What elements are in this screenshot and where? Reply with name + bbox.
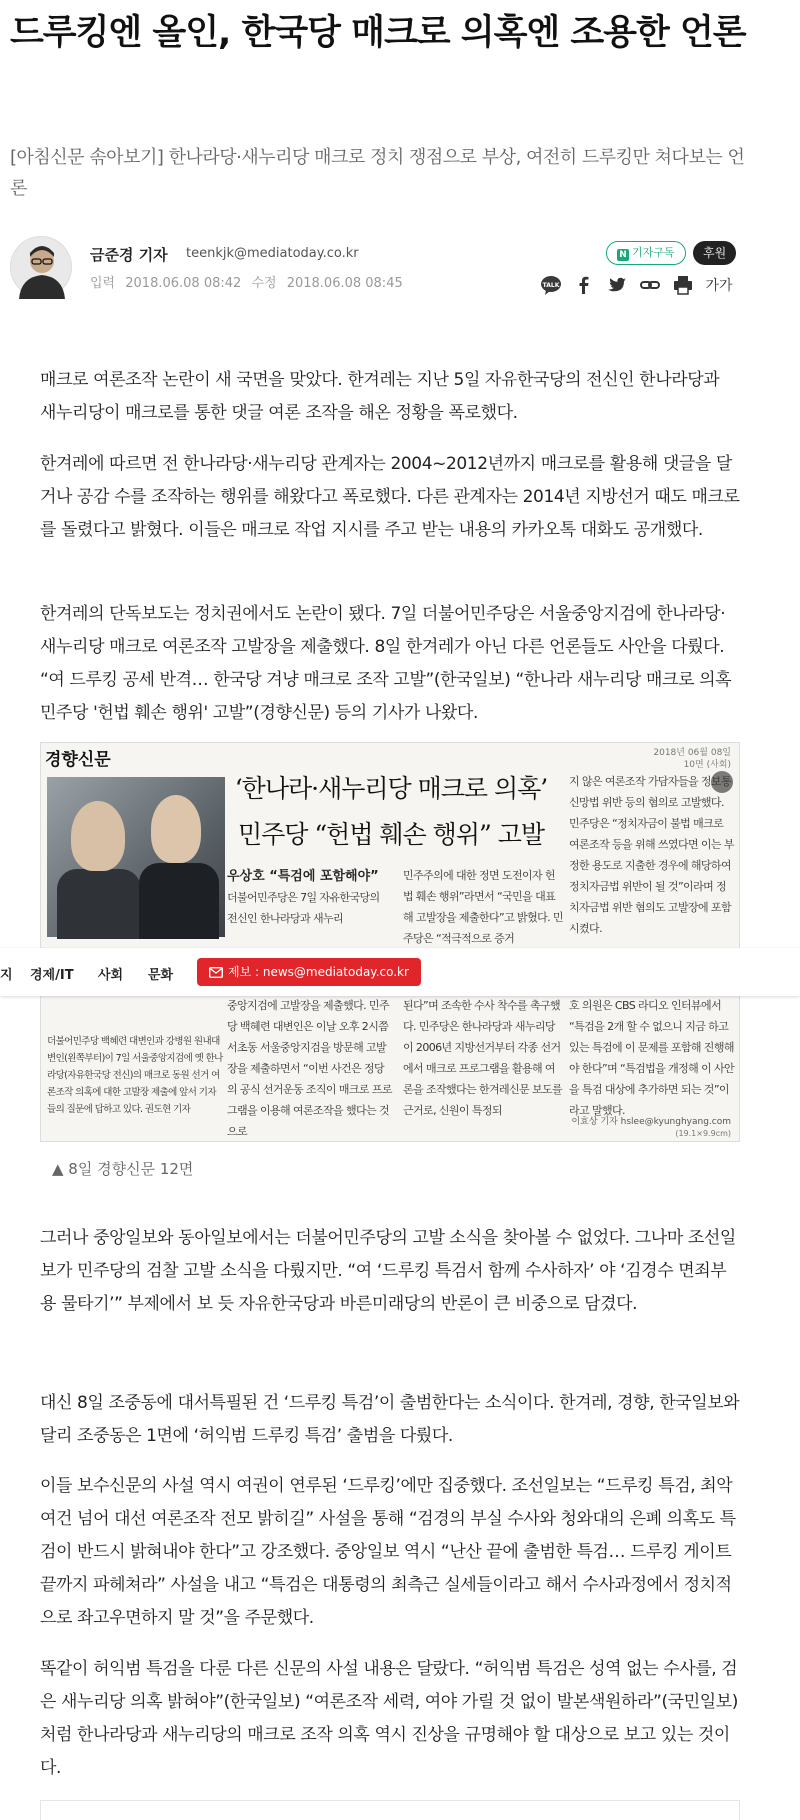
author-name[interactable]: 금준경 기자 — [90, 246, 168, 264]
modify-time: 2018.06.08 08:45 — [286, 276, 403, 291]
clipping-date — [653, 747, 731, 771]
clipping-date-text: 2018년 06월 08일 — [653, 748, 731, 758]
sticky-section-nav — [0, 948, 800, 996]
clipping-column: 호 의원은 CBS 라디오 인터뷰에서 “특검을 2개 할 수 없으니 지금 하고 있는 특검에 이 문제를 포함해 진행해야 한다”며 “특검법을 개정해 이 사안을 특검 대상에 추가하면 되는 것”이라고 말했다. — [569, 999, 735, 1117]
article-paragraph: 한겨레의 단독보도는 정치권에서도 논란이 됐다. 7일 더불어민주당은 서울중앙지검에 한나라당·새누리당 매크로 여론조작 고발장을 제출했다. 8일 한겨레가 아닌 다른 언론들도 사안을 다뤘다. “여 드루킹 공세 반격… 한국당 겨냥 매크로 조작 고발”(한국일보) “한나라 새누리당 매크로 의혹 민주당 '헌법 훼손 행위' 고발”(경향신문) 등의 기사가 나왔다. — [40, 604, 732, 723]
article-paragraph: 똑같이 허익범 특검을 다룬 다른 신문의 사설 내용은 달랐다. “허익범 특검은 성역 없는 수사를, 검은 새누리당 의혹 밝혀야”(한국일보) “여론조작 세력, 여야 가릴 것 없이 발본색원하라”(국민일보)처럼 한나라당과 새누리당의 매크로 조작 의혹 역시 진상을 규명해야 할 대상으로 보고 있는 것이다. — [40, 1659, 739, 1778]
input-label: 입력 — [90, 276, 116, 291]
clipping-paper-name: 경향신문 — [45, 750, 111, 770]
article-paragraph: 매크로 여론조작 논란이 새 국면을 맞았다. 한겨레는 지난 5일 자유한국당의 전신인 한나라당과 새누리당이 매크로를 통한 댓글 여론 조작을 해온 정황을 폭로했다. — [40, 370, 720, 423]
support-button[interactable]: 후원 — [693, 241, 736, 265]
nav-item-culture[interactable]: 문화 — [148, 968, 174, 983]
modify-label: 수정 — [251, 276, 277, 291]
clipping-title-line1: ‘한나라·새누리당 매크로 의혹’ — [234, 774, 548, 803]
article-paragraph: 한겨레에 따르면 전 한나라당·새누리당 관계자는 2004~2012년까지 매크로를 활용해 댓글을 달거나 공감 수를 조작하는 행위를 해왔다고 폭로했다. 다른 관계자는 2014년 지방선거 때도 매크로를 돌렸다고 밝혔다. 이들은 매크로 작업 지시를 주고 받는 내용의 카카오톡 대화도 공개했다. — [40, 454, 740, 540]
nav-item-partial[interactable]: 지 — [0, 968, 13, 983]
naver-n-icon: N — [617, 249, 629, 261]
article-subheadline: [아침신문 솎아보기] 한나라당·새누리당 매크로 정치 쟁점으로 부상, 여전히 드루킹만 쳐다보는 언론 — [10, 147, 745, 199]
newspaper-clipping-image — [40, 742, 740, 1142]
clipping-page-text: 10면 (사회) — [683, 760, 731, 770]
article-paragraph: 이들 보수신문의 사설 역시 여권이 연루된 ‘드루킹’에만 집중했다. 조선일보는 “드루킹 특검, 최악 여건 넘어 대선 여론조작 전모 밝히길” 사설을 통해 “검경의 부실 수사와 청와대의 은폐 의혹도 특검이 반드시 밝혀내야 한다”고 강조했다. 중앙일보 역시 “난산 끝에 출범한 특검… 드루킹 게이트 끝까지 파헤쳐라” 사설을 내고 “특검은 대통령의 최측근 실세들이라고 해서 수사과정에서 정치적으로 좌고우면하지 말 것”을 주문했다. — [40, 1476, 736, 1628]
svg-text:TALK: TALK — [542, 282, 560, 289]
related-box-edge — [40, 1800, 740, 1820]
share-bar — [540, 272, 733, 298]
nav-item-society[interactable]: 사회 — [98, 968, 124, 983]
kakaotalk-icon[interactable] — [540, 274, 562, 296]
clipping-column: 된다”며 조속한 수사 착수를 촉구했다. 민주당은 한나라당과 새누리당이 2006년 지방선거부터 각종 선거에서 매크로 프로그램을 활용해 여론을 조작했다는 한겨레신문 보도를 근거로, 신원이 특정되 — [403, 999, 563, 1117]
subscribe-label: 기자구독 — [632, 246, 675, 259]
clipping-title-line2: 민주당 “헌법 훼손 행위” 고발 — [238, 820, 544, 849]
nav-item-economy-it[interactable]: 경제/IT — [30, 968, 74, 983]
article-paragraph: 그러나 중앙일보와 동아일보에서는 더불어민주당의 고발 소식을 찾아볼 수 없었다. 그나마 조선일보가 민주당의 검찰 고발 소식을 다뤘지만. “여 ‘드루킹 특검서 함께 수사하자’ 야 ‘김경수 면죄부용 물타기’” 부제에서 보 듯 자유한국당과 바른미래당의 반론이 큰 비중으로 담겼다. — [40, 1228, 736, 1314]
link-icon[interactable] — [639, 274, 661, 296]
clipping-column: 지 않은 여론조작 가담자들을 정보통신망법 위반 등의 혐의로 고발했다. 민주당은 “정치자금이 불법 매크로 여론조작 등을 위해 쓰였다면 이는 부정한 용도로 지출한 경우에 해당하여 정치자금법 위반이 될 것”이라며 정치자금법 위반 혐의도 고발장에 포함시켰다. — [569, 775, 734, 935]
news-tip-button[interactable] — [197, 958, 421, 986]
clipping-photo-caption: 더불어민주당 백혜련 대변인과 강병원 원내대변인(왼쪽부터)이 7일 서울중앙지검에 옛 한나라당(자유한국당 전신)의 매크로 동원 선거 여론조작 의혹에 대한 고발장 제출에 앞서 기자들의 질문에 답하고 있다. 권도현 기자 — [47, 1036, 223, 1115]
byline — [10, 236, 740, 300]
clipping-column: 중앙지검에 고발장을 제출했다. 민주당 백혜련 대변인은 이날 오후 2시쯤 서초동 서울중앙지검을 방문해 고발장을 제출하면서 “이번 사건은 정당의 공식 선거운동 조직이 매크로 프로그램을 이용해 여론조작을 했다는 것으로 — [227, 999, 392, 1138]
font-size-icon[interactable]: 가가 — [705, 278, 733, 294]
article-paragraph: 대신 8일 조중동에 대서특필된 건 ‘드루킹 특검’이 출범한다는 소식이다. 한겨레, 경향, 한국일보와 달리 조중동은 1면에 ‘허익범 드루킹 특검’ 출범을 다뤘다. — [40, 1393, 740, 1446]
clipping-photo — [47, 777, 225, 937]
print-icon[interactable] — [672, 274, 694, 296]
article-headline: 드루킹엔 올인, 한국당 매크로 의혹엔 조용한 언론 — [10, 13, 746, 53]
author-email[interactable]: teenkjk@mediatoday.co.kr — [186, 246, 359, 261]
publish-dates — [90, 272, 409, 291]
clipping-column: 민주주의에 대한 정면 도전이자 헌법 훼손 행위”라면서 “국민을 대표해 고발장을 제출한다”고 밝혔다. 민주당은 “적극적으로 증거 — [403, 869, 563, 945]
clipping-scale: (19.1×9.9cm) — [675, 1129, 731, 1138]
clipping-reporter: 이효상 기자 hslee@kyunghyang.com — [571, 1117, 731, 1127]
twitter-icon[interactable] — [606, 274, 628, 296]
clipping-column: 더불어민주당은 7일 자유한국당의 전신인 한나라당과 새누리 — [227, 891, 380, 925]
clipping-deck: 우상호 “특검에 포함해야” — [227, 869, 379, 884]
input-time: 2018.06.08 08:42 — [125, 276, 242, 291]
news-tip-label: 제보 : news@mediatoday.co.kr — [228, 965, 409, 979]
facebook-icon[interactable] — [573, 274, 595, 296]
image-caption: ▲ 8일 경향신문 12면 — [52, 1160, 194, 1178]
author-avatar[interactable] — [10, 236, 72, 298]
mail-icon — [209, 967, 223, 978]
subscribe-reporter-button[interactable] — [606, 241, 686, 265]
